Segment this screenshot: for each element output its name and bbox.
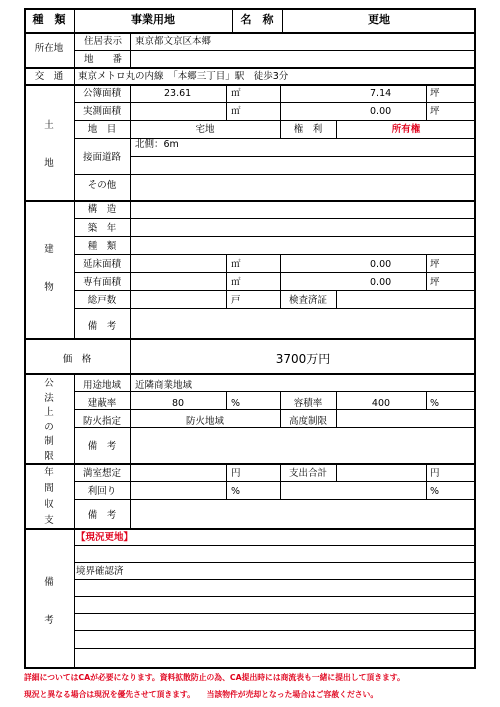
grid-line [232,8,233,32]
registered-area-unit: ㎡ [231,88,241,99]
coverage-unit: % [231,398,241,409]
coverage-value: 80 [171,398,185,409]
section-char: 制 [44,436,54,447]
grid-line [24,32,476,34]
exclusive-tsubo-value: 0.00 [370,277,392,288]
legal-remarks-label: 備 考 [87,441,117,452]
land-section-label-1: 土 [44,120,54,131]
grid-line [130,338,131,373]
grid-line [280,391,281,427]
units-label: 総戸数 [87,295,117,306]
grid-line [74,102,476,103]
floor-area-unit: ㎡ [231,259,241,270]
grid-line [24,373,476,375]
name-value: 更地 [368,13,390,26]
section-char: 間 [44,483,54,494]
grid-line [74,409,476,410]
footer-note-2: 現況と異なる場合は現況を優先させて頂きます。 当該物件が売却となった場合はご容赦ください。 [24,690,379,699]
section-char: 年 [44,467,54,478]
location-label: 所在地 [34,43,64,54]
grid-line [74,427,476,428]
grid-line [426,84,427,120]
road-value: 北側：6m [135,139,179,150]
grid-line [74,218,476,219]
grid-line [336,391,337,427]
grid-line [226,254,227,308]
fire-value: 防火地域 [185,416,224,427]
section-char: 収 [44,499,54,510]
transport-value: 東京メトロ丸の内線 「本郷三丁目」駅 徒歩3分 [78,71,289,82]
property-sheet [24,8,476,698]
rent-unit: 円 [231,468,241,479]
footer-note-1: 詳細についてはCAが必要になります。資料拡散防止の為、CA提出時には商流表も一緒に提出して頂きます。 [24,673,405,682]
kind-label: 種 類 [87,241,117,252]
address-label: 住居表示 [83,36,122,47]
zoning-value: 近隣商業地域 [135,380,193,391]
far-value: 400 [371,398,391,409]
grid-line [280,254,281,308]
grid-line [426,254,427,290]
grid-line [74,630,476,631]
rights-label: 権 利 [293,124,323,135]
land-section-label-2: 地 [44,158,54,169]
price-label: 価 格 [62,354,92,365]
category-label: 地 目 [87,124,117,135]
grid-line [24,667,476,669]
grid-line [74,254,476,255]
name-label: 名 称 [240,13,274,26]
inspection-label: 検査済証 [288,295,327,306]
grid-line [130,373,131,463]
yield-unit-2: % [430,486,440,497]
grid-line [226,391,227,409]
floor-tsubo-unit: 坪 [430,259,440,270]
measured-tsubo-unit: 坪 [430,106,440,117]
grid-line [74,613,476,614]
price-value: 3700万円 [275,352,331,366]
grid-line [74,308,476,309]
grid-line [226,84,227,120]
type-label: 種 類 [32,13,66,26]
grid-line [74,562,476,563]
grid-line [74,138,476,139]
grid-line [336,120,337,138]
building-remarks-label: 備 考 [87,321,117,332]
section-char: 上 [44,407,54,418]
grid-line [24,528,476,530]
road-label: 接面道路 [82,152,121,163]
exclusive-area-unit: ㎡ [231,277,241,288]
grid-line [74,499,476,500]
grid-line [74,50,476,51]
building-section-label-1: 建 [44,244,54,255]
measured-area-unit: ㎡ [231,106,241,117]
type-value: 事業用地 [131,13,175,26]
grid-line [74,373,75,463]
floor-area-label: 延床面積 [82,259,121,270]
annual-remarks-label: 備 考 [87,510,117,521]
far-label: 容積率 [293,398,323,409]
remarks-section-label-1: 備 [44,577,54,588]
address-value: 東京都文京区本郷 [135,36,212,47]
grid-line [74,391,476,392]
exclusive-area-label: 専有面積 [82,277,121,288]
remarks-section-label-2: 考 [44,615,54,626]
section-char: 法 [44,392,54,404]
section-char: の [44,421,54,433]
exclusive-tsubo-unit: 坪 [430,277,440,288]
grid-line [130,463,131,528]
grid-line [74,481,476,482]
remarks-line-3: 境界確認済 [76,566,124,577]
grid-line [74,67,75,84]
grid-line [74,120,476,121]
fire-label: 防火指定 [82,416,121,427]
grid-line [24,8,476,10]
grid-line [74,648,476,649]
rights-value: 所有権 [391,124,421,135]
registered-tsubo-unit: 坪 [430,88,440,99]
grid-line [74,8,75,32]
grid-line [74,290,476,291]
grid-line [74,236,476,237]
grid-line [24,200,476,202]
lot-label: 地 番 [83,54,122,65]
transport-label: 交 通 [34,71,64,82]
grid-line [74,545,476,546]
grid-line [24,67,476,69]
yield-unit: % [231,486,241,497]
grid-line [130,200,131,338]
grid-line [74,463,75,528]
category-value: 宅地 [195,124,215,135]
grid-line [336,463,337,481]
grid-line [282,8,283,32]
grid-line [280,463,281,499]
remarks-line-1: 【現況更地】 [76,532,134,543]
yield-label: 利回り [87,486,117,497]
section-char: 限 [44,450,54,462]
registered-area-value: 23.61 [164,88,192,99]
grid-line [74,596,476,597]
other-label: その他 [87,180,117,191]
section-char: 支 [44,515,54,526]
far-unit: % [430,398,440,409]
grid-line [226,463,227,499]
grid-line [130,156,476,157]
grid-line [74,200,75,338]
grid-line [24,338,476,340]
registered-area-label: 公簿面積 [82,88,121,99]
registered-tsubo-value: 7.14 [370,88,392,99]
floor-tsubo-value: 0.00 [370,259,392,270]
measured-tsubo-value: 0.00 [370,106,392,117]
section-char: 公 [44,378,54,389]
grid-line [24,463,476,465]
zoning-label: 用途地域 [82,380,121,391]
grid-line [74,174,476,175]
measured-area-label: 実測面積 [82,106,121,117]
building-section-label-2: 物 [44,282,54,293]
grid-line [280,84,281,138]
coverage-label: 建蔽率 [87,398,117,409]
grid-line [74,272,476,273]
age-label: 築 年 [87,223,117,234]
structure-label: 構 造 [87,204,117,215]
grid-line [24,84,476,86]
grid-line [426,463,427,499]
expense-unit: 円 [430,468,440,479]
grid-line [336,290,337,308]
grid-line [426,391,427,409]
grid-line [74,579,476,580]
height-label: 高度制限 [288,416,327,427]
rent-label: 満室想定 [82,468,121,479]
grid-line [74,528,75,667]
units-unit: 戸 [231,295,241,306]
expense-label: 支出合計 [288,468,327,479]
